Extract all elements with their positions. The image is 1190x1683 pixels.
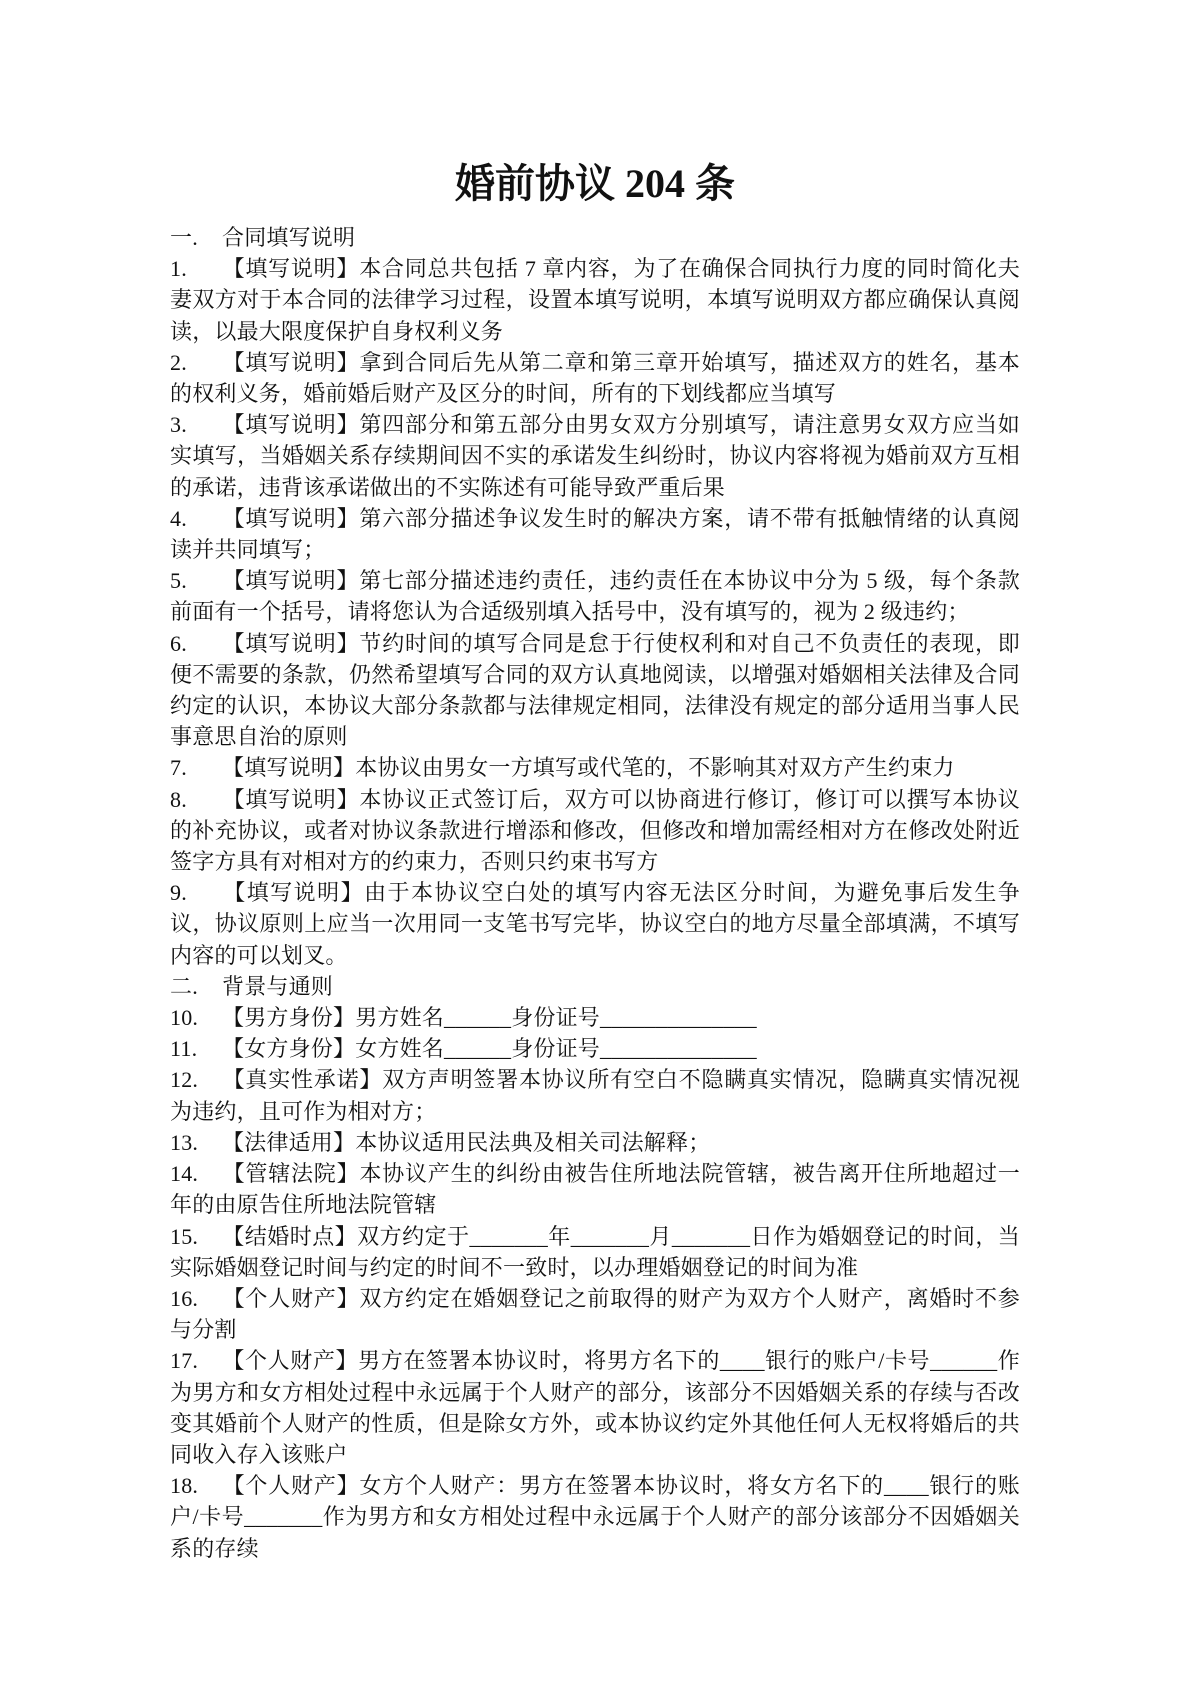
clause-text: 【真实性承诺】双方声明签署本协议所有空白不隐瞒真实情况，隐瞒真实情况视为违约，且可作为相对方； xyxy=(170,1067,1020,1124)
contract-clause xyxy=(170,409,1020,503)
clause-number: 4. xyxy=(170,505,187,531)
contract-clause xyxy=(170,1221,1020,1283)
clause-number: 6. xyxy=(170,630,187,656)
clause-text: 【填写说明】节约时间的填写合同是怠于行使权利和对自己不负责任的表现，即便不需要的条款，仍然希望填写合同的双方认真地阅读，以增强对婚姻相关法律及合同约定的认识，本协议大部分条款都与法律规定相同，法律没有规定的部分适用当事人民事意思自治的原则 xyxy=(170,630,1020,750)
clause-text: 【男方身份】男方姓名______身份证号______________ xyxy=(222,1005,757,1031)
clause-number: 一. xyxy=(170,225,198,250)
clause-text: 【法律适用】本协议适用民法典及相关司法解释； xyxy=(222,1129,711,1155)
clause-number: 12. xyxy=(170,1067,199,1093)
clause-number: 10. xyxy=(170,1005,199,1031)
clause-number: 二. xyxy=(170,973,198,999)
clause-text: 【填写说明】第七部分描述违约责任，违约责任在本协议中分为 5 级，每个条款前面有一个括号，请将您认为合适级别填入括号中，没有填写的，视为 2 级违约； xyxy=(170,568,1020,625)
clause-text: 【填写说明】拿到合同后先从第二章和第三章开始填写，描述双方的姓名，基本的权利义务，婚前婚后财产及区分的时间，所有的下划线都应当填写 xyxy=(170,349,1020,407)
clause-text: 【填写说明】本合同总共包括 7 章内容，为了在确保合同执行力度的同时简化夫妻双方对于本合同的法律学习过程，设置本填写说明，本填写说明双方都应确保认真阅读，以最大限度保护自身权利义务 xyxy=(170,256,1020,344)
contract-clause xyxy=(170,1283,1020,1345)
contract-clause xyxy=(170,1002,1020,1033)
contract-clause xyxy=(170,1470,1020,1564)
clause-text: 【管辖法院】本协议产生的纠纷由被告住所地法院管辖，被告离开住所地超过一年的由原告住所地法院管辖 xyxy=(170,1161,1020,1218)
clause-text: 【填写说明】由于本协议空白处的填写内容无法区分时间，为避免事后发生争议，协议原则上应当一次用同一支笔书写完毕，协议空白的地方尽量全部填满，不填写内容的可以划叉。 xyxy=(170,880,1020,968)
clause-text: 【填写说明】第四部分和第五部分由男女双方分别填写，请注意男女双方应当如实填写，当婚姻关系存续期间因不实的承诺发生纠纷时，协议内容将视为婚前双方互相的承诺，违背该承诺做出的不实陈述有可能导致严重后果 xyxy=(170,412,1020,500)
contract-clause xyxy=(170,628,1020,753)
clause-number: 8. xyxy=(170,786,187,812)
contract-clause xyxy=(170,1345,1020,1470)
contract-clause xyxy=(170,752,1020,783)
clause-number: 17. xyxy=(170,1348,199,1374)
clause-number: 1. xyxy=(170,256,187,282)
clause-number: 13. xyxy=(170,1129,199,1155)
contract-clause xyxy=(170,222,1020,253)
contract-clause xyxy=(170,784,1020,878)
contract-clause xyxy=(170,1158,1020,1220)
contract-clause xyxy=(170,565,1020,627)
clause-text: 【个人财产】女方个人财产：男方在签署本协议时，将女方名下的____银行的账户/卡号_______作为男方和女方相处过程中永远属于个人财产的部分该部分不因婚姻关系的存续 xyxy=(170,1473,1020,1561)
clause-number: 5. xyxy=(170,568,187,594)
clause-text: 合同填写说明 xyxy=(222,225,356,250)
contract-clause xyxy=(170,253,1020,347)
contract-clause xyxy=(170,347,1020,409)
clause-number: 3. xyxy=(170,412,187,438)
clause-number: 2. xyxy=(170,349,187,375)
clause-number: 18. xyxy=(170,1473,199,1499)
document-body xyxy=(170,222,1020,1564)
clause-text: 【结婚时点】双方约定于_______年_______月_______日作为婚姻登记的时间，当实际婚姻登记时间与约定的时间不一致时，以办理婚姻登记的时间为准 xyxy=(170,1223,1020,1280)
clause-text: 【填写说明】第六部分描述争议发生时的解决方案，请不带有抵触情绪的认真阅读并共同填写； xyxy=(170,505,1020,563)
clause-number: 15. xyxy=(170,1223,199,1249)
clause-number: 9. xyxy=(170,880,187,906)
clause-text: 【填写说明】本协议由男女一方填写或代笔的，不影响其对双方产生约束力 xyxy=(222,755,955,781)
clause-text: 【女方身份】女方姓名______身份证号______________ xyxy=(222,1036,757,1062)
contract-clause xyxy=(170,877,1020,971)
page-title: 婚前协议 204 条 xyxy=(455,161,735,206)
clause-text: 【个人财产】双方约定在婚姻登记之前取得的财产为双方个人财产，离婚时不参与分割 xyxy=(170,1285,1020,1343)
contract-clause xyxy=(170,503,1020,565)
contract-clause xyxy=(170,1033,1020,1064)
contract-clause xyxy=(170,1064,1020,1126)
clause-number: 16. xyxy=(170,1285,199,1311)
clause-text: 背景与通则 xyxy=(222,973,334,999)
clause-text: 【个人财产】男方在签署本协议时，将男方名下的____银行的账户/卡号______作为男方和女方相处过程中永远属于个人财产的部分，该部分不因婚姻关系的存续与否改变其婚前个人财产的性质，但是除女方外，或本协议约定外其他任何人无权将婚后的共同收入存入该账户 xyxy=(170,1348,1020,1467)
contract-clause xyxy=(170,1127,1020,1158)
contract-clause xyxy=(170,971,1020,1002)
clause-number: 7. xyxy=(170,755,187,781)
clause-number: 14. xyxy=(170,1161,199,1187)
clause-text: 【填写说明】本协议正式签订后，双方可以协商进行修订，修订可以撰写本协议的补充协议，或者对协议条款进行增添和修改，但修改和增加需经相对方在修改处附近签字方具有对相对方的约束力，否则只约束书写方 xyxy=(170,786,1020,875)
clause-number: 11. xyxy=(170,1036,198,1062)
